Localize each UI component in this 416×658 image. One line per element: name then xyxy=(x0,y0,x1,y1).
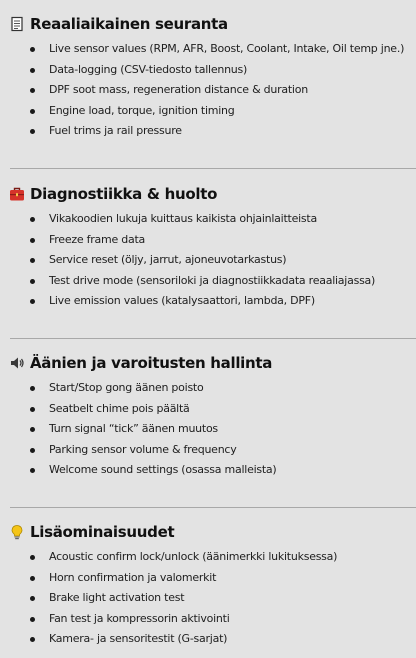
bullet xyxy=(30,68,35,73)
list-item: Data-logging (CSV-tiedosto tallennus) xyxy=(0,60,404,81)
toolbox-icon xyxy=(9,186,25,202)
section-title-text: Äänien ja varoitusten hallinta xyxy=(30,354,273,372)
lightbulb-icon xyxy=(9,524,25,540)
bullet xyxy=(30,279,35,284)
feature-list xyxy=(0,39,404,142)
list-item: Freeze frame data xyxy=(0,230,375,251)
bullet xyxy=(30,576,35,581)
list-item: Start/Stop gong äänen poisto xyxy=(0,378,276,399)
notepad-icon xyxy=(9,16,25,32)
speaker-icon xyxy=(9,355,25,371)
list-item: Kamera- ja sensoritestit (G-sarjat) xyxy=(0,629,337,650)
bullet xyxy=(30,617,35,622)
list-item: DPF soot mass, regeneration distance & duration xyxy=(0,80,404,101)
bullet xyxy=(30,407,35,412)
bullet xyxy=(30,468,35,473)
section-divider xyxy=(10,168,416,169)
bullet xyxy=(30,217,35,222)
list-item: Welcome sound settings (osassa malleista) xyxy=(0,460,276,481)
section-title xyxy=(9,183,217,205)
list-item: Live sensor values (RPM, AFR, Boost, Coolant, Intake, Oil temp jne.) xyxy=(0,39,404,60)
section-title-text: Reaaliaikainen seuranta xyxy=(30,15,228,33)
bullet xyxy=(30,596,35,601)
list-item: Horn confirmation ja valomerkit xyxy=(0,568,337,589)
list-item: Brake light activation test xyxy=(0,588,337,609)
bullet xyxy=(30,238,35,243)
bullet xyxy=(30,47,35,52)
list-item: Parking sensor volume & frequency xyxy=(0,440,276,461)
bullet xyxy=(30,88,35,93)
list-item: Live emission values (katalysaattori, lambda, DPF) xyxy=(0,291,375,312)
list-item: Engine load, torque, ignition timing xyxy=(0,101,404,122)
list-item: Test drive mode (sensoriloki ja diagnostiikkadata reaaliajassa) xyxy=(0,271,375,292)
list-item: Acoustic confirm lock/unlock (äänimerkki lukituksessa) xyxy=(0,547,337,568)
list-item: Seatbelt chime pois päältä xyxy=(0,399,276,420)
section-divider xyxy=(10,338,416,339)
bullet xyxy=(30,637,35,642)
list-item: Fuel trims ja rail pressure xyxy=(0,121,404,142)
feature-list xyxy=(0,209,375,312)
section-title xyxy=(9,521,174,543)
section-title xyxy=(9,352,272,374)
bullet xyxy=(30,109,35,114)
bullet xyxy=(30,386,35,391)
list-item: Turn signal “tick” äänen muutos xyxy=(0,419,276,440)
feature-list xyxy=(0,547,337,650)
bullet xyxy=(30,258,35,263)
list-item: Fan test ja kompressorin aktivointi xyxy=(0,609,337,630)
bullet xyxy=(30,299,35,304)
bullet xyxy=(30,427,35,432)
bullet xyxy=(30,555,35,560)
section-title-text: Diagnostiikka & huolto xyxy=(30,185,218,203)
feature-list xyxy=(0,378,276,481)
section-title xyxy=(9,13,228,35)
list-item: Service reset (öljy, jarrut, ajoneuvotarkastus) xyxy=(0,250,375,271)
section-divider xyxy=(10,507,416,508)
section-title-text: Lisäominaisuudet xyxy=(30,523,175,541)
bullet xyxy=(30,129,35,134)
bullet xyxy=(30,448,35,453)
list-item: Vikakoodien lukuja kuittaus kaikista ohjainlaitteista xyxy=(0,209,375,230)
